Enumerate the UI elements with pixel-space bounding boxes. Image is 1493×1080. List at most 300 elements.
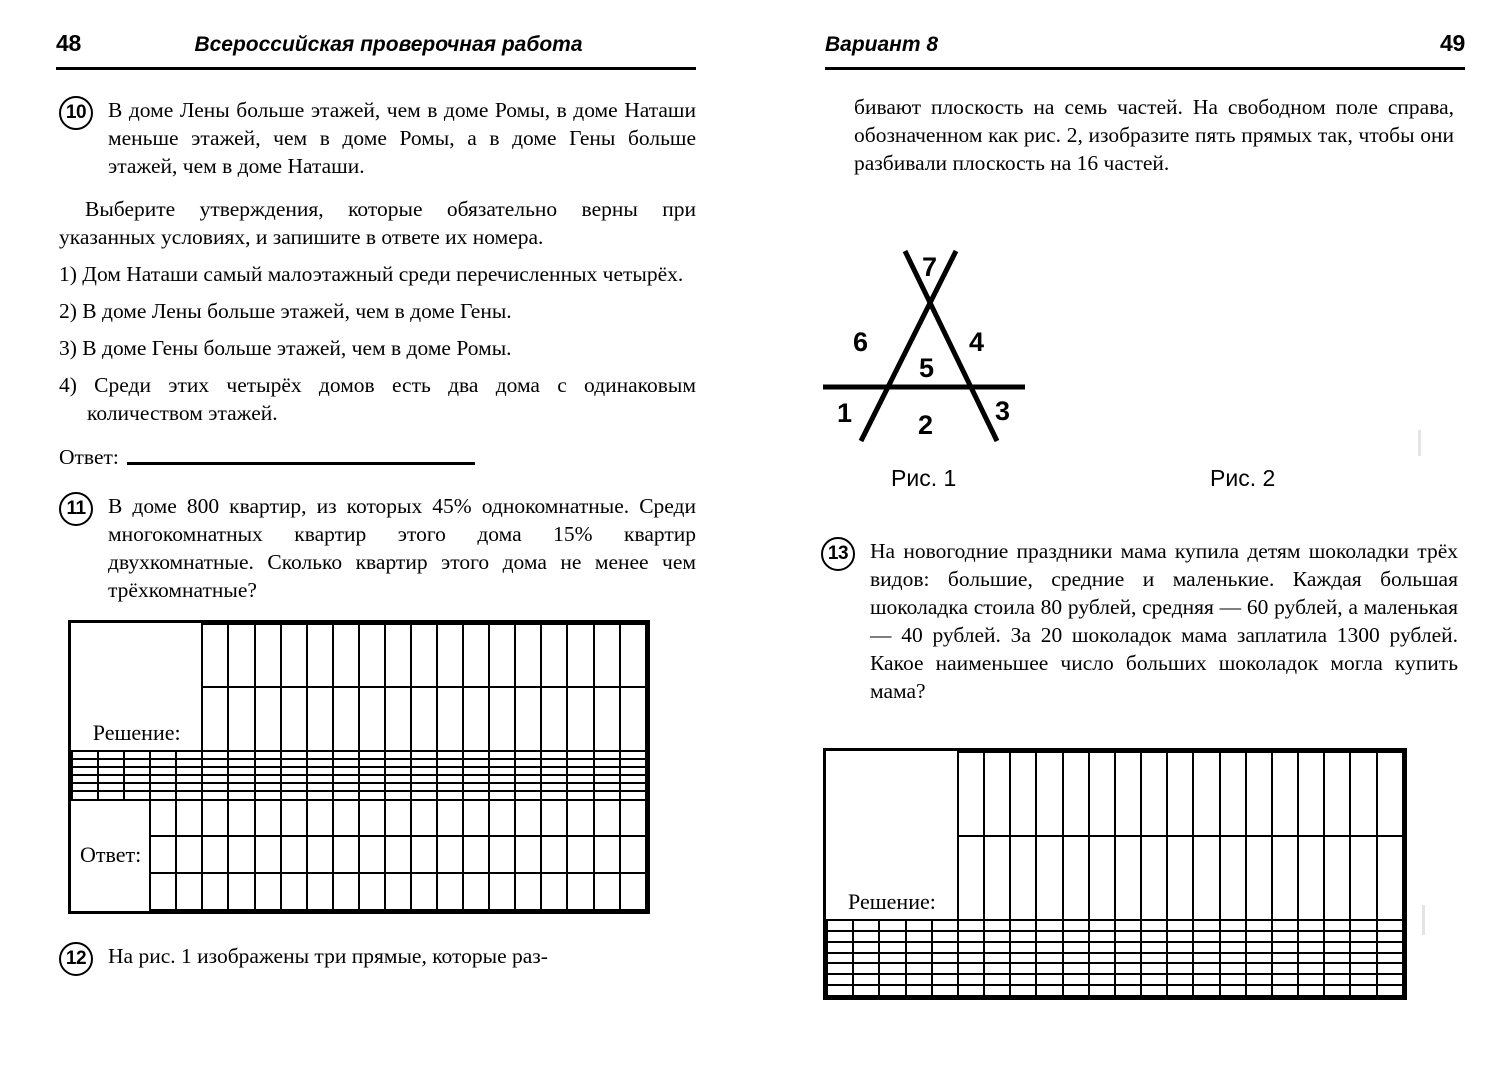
grid-cell[interactable] [620,759,646,767]
grid-cell[interactable] [1063,752,1089,836]
grid-cell[interactable] [1298,931,1324,942]
grid-cell[interactable] [1115,974,1141,985]
grid-cell[interactable] [333,783,359,791]
grid-cell[interactable] [307,767,333,775]
grid-cell[interactable] [463,783,489,791]
grid-cell[interactable] [1193,974,1219,985]
grid-cell[interactable] [1167,931,1193,942]
grid-cell[interactable] [594,791,620,799]
grid-cell[interactable] [567,751,593,759]
grid-cell[interactable] [385,791,411,799]
grid-cell[interactable] [359,767,385,775]
grid-cell[interactable] [255,624,281,687]
grid-cell[interactable] [228,791,254,799]
grid-cell[interactable] [307,800,333,837]
grid-cell[interactable] [176,783,202,791]
grid-cell[interactable] [437,624,463,687]
grid-cell[interactable] [124,767,150,775]
grid-cell[interactable] [1115,836,1141,920]
grid-cell[interactable] [255,759,281,767]
grid-cell[interactable] [150,775,176,783]
grid-cell[interactable] [1063,920,1089,931]
grid-cell[interactable] [594,687,620,750]
grid-cell[interactable] [1246,752,1272,836]
grid-cell[interactable] [827,985,853,996]
grid-cell[interactable] [1193,752,1219,836]
grid-cell[interactable] [176,759,202,767]
grid-cell[interactable] [1324,985,1350,996]
grid-cell[interactable] [437,687,463,750]
grid-cell[interactable] [255,800,281,837]
grid-cell[interactable] [202,624,228,687]
grid-cell[interactable] [1010,920,1036,931]
grid-cell[interactable] [1115,953,1141,964]
grid-cell[interactable] [411,791,437,799]
grid-cell[interactable] [437,767,463,775]
grid-cell[interactable] [958,953,984,964]
grid-cell[interactable] [1272,920,1298,931]
grid-cell[interactable] [1141,953,1167,964]
grid-cell[interactable] [1324,836,1350,920]
grid-cell[interactable] [1167,953,1193,964]
grid-cell[interactable] [228,767,254,775]
grid-cell[interactable] [853,942,879,953]
grid-cell[interactable] [359,836,385,873]
grid-cell[interactable] [1377,953,1403,964]
grid-cell[interactable] [202,759,228,767]
grid-cell[interactable] [879,931,905,942]
grid-cell[interactable] [1010,752,1036,836]
grid-cell[interactable] [281,873,307,910]
grid-cell[interactable] [567,783,593,791]
grid-cell[interactable] [411,767,437,775]
grid-cell[interactable] [1115,985,1141,996]
grid-cell[interactable] [620,687,646,750]
grid-cell[interactable] [228,800,254,837]
grid-cell[interactable] [984,953,1010,964]
grid-cell[interactable] [228,751,254,759]
grid-cell[interactable] [932,974,958,985]
grid-cell[interactable] [541,687,567,750]
grid-cell[interactable] [307,783,333,791]
grid-cell[interactable] [1193,942,1219,953]
grid-cell[interactable] [620,775,646,783]
task-10-answer-blank[interactable] [127,462,475,465]
grid-cell[interactable] [853,963,879,974]
grid-cell[interactable] [150,791,176,799]
grid-cell[interactable] [1298,836,1324,920]
grid-cell[interactable] [1220,920,1246,931]
grid-cell[interactable] [1220,974,1246,985]
grid-cell[interactable] [515,751,541,759]
task-11-grid-table[interactable] [71,623,647,911]
grid-cell[interactable] [1272,953,1298,964]
grid-cell[interactable] [1167,752,1193,836]
grid-cell[interactable] [1298,985,1324,996]
grid-cell[interactable] [463,759,489,767]
grid-cell[interactable] [307,791,333,799]
grid-cell[interactable] [1272,985,1298,996]
grid-cell[interactable] [1141,963,1167,974]
grid-cell[interactable] [1246,836,1272,920]
grid-cell[interactable] [385,836,411,873]
grid-cell[interactable] [827,974,853,985]
grid-cell[interactable] [1089,836,1115,920]
grid-cell[interactable] [307,687,333,750]
grid-cell[interactable] [385,767,411,775]
grid-cell[interactable] [567,791,593,799]
grid-cell[interactable] [1167,985,1193,996]
grid-cell[interactable] [463,624,489,687]
grid-cell[interactable] [463,687,489,750]
grid-cell[interactable] [1220,931,1246,942]
grid-cell[interactable] [411,836,437,873]
grid-cell[interactable] [853,931,879,942]
grid-cell[interactable] [437,783,463,791]
grid-cell[interactable] [150,836,176,873]
grid-cell[interactable] [359,759,385,767]
grid-cell[interactable] [906,963,932,974]
grid-cell[interactable] [620,800,646,837]
grid-cell[interactable] [1167,942,1193,953]
grid-cell[interactable] [463,791,489,799]
grid-cell[interactable] [255,783,281,791]
grid-cell[interactable] [853,985,879,996]
grid-cell[interactable] [827,931,853,942]
grid-cell[interactable] [1220,752,1246,836]
grid-cell[interactable] [202,800,228,837]
grid-cell[interactable] [515,759,541,767]
grid-cell[interactable] [1115,931,1141,942]
grid-cell[interactable] [1193,985,1219,996]
grid-cell[interactable] [1246,963,1272,974]
grid-cell[interactable] [1036,974,1062,985]
grid-cell[interactable] [281,687,307,750]
grid-cell[interactable] [359,800,385,837]
grid-cell[interactable] [853,974,879,985]
grid-cell[interactable] [150,783,176,791]
grid-cell[interactable] [489,775,515,783]
grid-cell[interactable] [1272,963,1298,974]
grid-cell[interactable] [1350,963,1376,974]
grid-cell[interactable] [98,759,124,767]
grid-cell[interactable] [1167,963,1193,974]
grid-cell[interactable] [385,873,411,910]
grid-cell[interactable] [827,920,853,931]
grid-cell[interactable] [150,767,176,775]
grid-cell[interactable] [1220,942,1246,953]
grid-cell[interactable] [1010,942,1036,953]
grid-cell[interactable] [1141,752,1167,836]
grid-cell[interactable] [307,624,333,687]
task-11-solution-grid[interactable] [68,620,650,914]
grid-cell[interactable] [1036,985,1062,996]
grid-cell[interactable] [827,963,853,974]
grid-cell[interactable] [879,974,905,985]
grid-cell[interactable] [333,687,359,750]
grid-cell[interactable] [98,751,124,759]
grid-cell[interactable] [176,767,202,775]
grid-cell[interactable] [202,836,228,873]
grid-cell[interactable] [515,687,541,750]
grid-cell[interactable] [463,873,489,910]
grid-cell[interactable] [1036,920,1062,931]
grid-cell[interactable] [879,953,905,964]
grid-cell[interactable] [1350,985,1376,996]
grid-cell[interactable] [228,836,254,873]
grid-cell[interactable] [541,767,567,775]
grid-cell[interactable] [958,920,984,931]
grid-cell[interactable] [515,624,541,687]
grid-cell[interactable] [1193,836,1219,920]
grid-cell[interactable] [176,836,202,873]
grid-cell[interactable] [202,767,228,775]
grid-cell[interactable] [1115,752,1141,836]
grid-cell[interactable] [437,873,463,910]
grid-cell[interactable] [385,775,411,783]
grid-cell[interactable] [98,767,124,775]
grid-cell[interactable] [1377,836,1403,920]
grid-cell[interactable] [1010,953,1036,964]
grid-cell[interactable] [281,836,307,873]
grid-cell[interactable] [228,873,254,910]
grid-cell[interactable] [1115,920,1141,931]
grid-cell[interactable] [359,775,385,783]
grid-cell[interactable] [1063,963,1089,974]
grid-cell[interactable] [1220,836,1246,920]
grid-cell[interactable] [1298,752,1324,836]
grid-cell[interactable] [620,783,646,791]
grid-cell[interactable] [958,974,984,985]
grid-cell[interactable] [541,751,567,759]
grid-cell[interactable] [124,759,150,767]
grid-cell[interactable] [932,942,958,953]
grid-cell[interactable] [333,624,359,687]
grid-cell[interactable] [932,953,958,964]
grid-cell[interactable] [281,783,307,791]
grid-cell[interactable] [385,800,411,837]
grid-cell[interactable] [515,800,541,837]
grid-cell[interactable] [1246,920,1272,931]
grid-cell[interactable] [124,751,150,759]
task-10-answer-line[interactable] [59,444,696,472]
grid-cell[interactable] [1246,974,1272,985]
grid-cell[interactable] [98,791,124,799]
grid-cell[interactable] [1167,974,1193,985]
grid-cell[interactable] [620,791,646,799]
grid-cell[interactable] [1377,985,1403,996]
grid-cell[interactable] [489,783,515,791]
grid-cell[interactable] [1141,920,1167,931]
grid-cell[interactable] [567,759,593,767]
grid-cell[interactable] [489,873,515,910]
grid-cell[interactable] [411,783,437,791]
grid-cell[interactable] [541,775,567,783]
grid-cell[interactable] [202,687,228,750]
grid-cell[interactable] [463,775,489,783]
grid-cell[interactable] [594,800,620,837]
grid-cell[interactable] [984,974,1010,985]
grid-cell[interactable] [1298,963,1324,974]
grid-cell[interactable] [1324,942,1350,953]
grid-cell[interactable] [307,836,333,873]
grid-cell[interactable] [1036,752,1062,836]
grid-cell[interactable] [385,624,411,687]
grid-cell[interactable] [1377,752,1403,836]
grid-cell[interactable] [827,942,853,953]
grid-cell[interactable] [567,775,593,783]
grid-cell[interactable] [1246,931,1272,942]
grid-cell[interactable] [541,791,567,799]
grid-cell[interactable] [150,873,176,910]
grid-cell[interactable] [1246,985,1272,996]
grid-cell[interactable] [228,775,254,783]
grid-cell[interactable] [1063,931,1089,942]
grid-cell[interactable] [1246,942,1272,953]
grid-cell[interactable] [906,985,932,996]
grid-cell[interactable] [385,783,411,791]
grid-cell[interactable] [385,687,411,750]
grid-cell[interactable] [437,751,463,759]
grid-cell[interactable] [124,775,150,783]
grid-cell[interactable] [228,687,254,750]
grid-cell[interactable] [906,920,932,931]
grid-cell[interactable] [1350,836,1376,920]
grid-cell[interactable] [1298,974,1324,985]
grid-cell[interactable] [958,942,984,953]
grid-cell[interactable] [1350,953,1376,964]
grid-cell[interactable] [594,751,620,759]
grid-cell[interactable] [1377,931,1403,942]
grid-cell[interactable] [72,775,98,783]
grid-cell[interactable] [1377,974,1403,985]
grid-cell[interactable] [307,751,333,759]
grid-cell[interactable] [411,800,437,837]
grid-cell[interactable] [984,942,1010,953]
grid-cell[interactable] [594,836,620,873]
grid-cell[interactable] [1089,953,1115,964]
grid-cell[interactable] [176,791,202,799]
grid-cell[interactable] [1298,953,1324,964]
grid-cell[interactable] [515,767,541,775]
grid-cell[interactable] [1115,963,1141,974]
grid-cell[interactable] [620,836,646,873]
grid-cell[interactable] [594,873,620,910]
grid-cell[interactable] [515,873,541,910]
grid-cell[interactable] [1141,985,1167,996]
grid-cell[interactable] [567,624,593,687]
grid-cell[interactable] [594,624,620,687]
grid-cell[interactable] [411,687,437,750]
grid-cell[interactable] [489,836,515,873]
grid-cell[interactable] [98,775,124,783]
grid-cell[interactable] [1036,836,1062,920]
grid-cell[interactable] [124,783,150,791]
grid-cell[interactable] [1272,836,1298,920]
grid-cell[interactable] [1324,920,1350,931]
grid-cell[interactable] [463,751,489,759]
grid-cell[interactable] [1010,931,1036,942]
grid-cell[interactable] [1089,752,1115,836]
grid-cell[interactable] [958,931,984,942]
grid-cell[interactable] [228,759,254,767]
grid-cell[interactable] [515,783,541,791]
grid-cell[interactable] [1036,931,1062,942]
grid-cell[interactable] [515,836,541,873]
grid-cell[interactable] [228,624,254,687]
grid-cell[interactable] [281,800,307,837]
grid-cell[interactable] [463,800,489,837]
grid-cell[interactable] [541,836,567,873]
grid-cell[interactable] [1167,920,1193,931]
grid-cell[interactable] [150,759,176,767]
grid-cell[interactable] [827,953,853,964]
grid-cell[interactable] [124,791,150,799]
grid-cell[interactable] [1350,752,1376,836]
grid-cell[interactable] [541,800,567,837]
grid-cell[interactable] [1350,931,1376,942]
grid-cell[interactable] [281,624,307,687]
grid-cell[interactable] [1220,953,1246,964]
grid-cell[interactable] [1010,836,1036,920]
grid-cell[interactable] [906,974,932,985]
grid-cell[interactable] [176,775,202,783]
grid-cell[interactable] [333,775,359,783]
grid-cell[interactable] [150,751,176,759]
grid-cell[interactable] [281,759,307,767]
grid-cell[interactable] [281,767,307,775]
grid-cell[interactable] [1141,836,1167,920]
grid-cell[interactable] [541,873,567,910]
grid-cell[interactable] [281,751,307,759]
grid-cell[interactable] [281,791,307,799]
grid-cell[interactable] [1193,920,1219,931]
grid-cell[interactable] [541,624,567,687]
grid-cell[interactable] [463,767,489,775]
grid-cell[interactable] [620,624,646,687]
grid-cell[interactable] [1063,974,1089,985]
grid-cell[interactable] [1377,920,1403,931]
grid-cell[interactable] [150,800,176,837]
grid-cell[interactable] [411,873,437,910]
grid-cell[interactable] [281,775,307,783]
grid-cell[interactable] [333,800,359,837]
grid-cell[interactable] [437,791,463,799]
grid-cell[interactable] [594,759,620,767]
grid-cell[interactable] [176,751,202,759]
grid-cell[interactable] [958,985,984,996]
grid-cell[interactable] [437,836,463,873]
grid-cell[interactable] [72,791,98,799]
grid-cell[interactable] [176,873,202,910]
grid-cell[interactable] [255,767,281,775]
grid-cell[interactable] [385,751,411,759]
grid-cell[interactable] [385,759,411,767]
grid-cell[interactable] [567,687,593,750]
grid-cell[interactable] [567,873,593,910]
grid-cell[interactable] [333,759,359,767]
grid-cell[interactable] [1220,985,1246,996]
grid-cell[interactable] [1089,942,1115,953]
grid-cell[interactable] [1220,963,1246,974]
grid-cell[interactable] [359,783,385,791]
grid-cell[interactable] [1350,942,1376,953]
grid-cell[interactable] [411,751,437,759]
grid-cell[interactable] [1063,942,1089,953]
grid-cell[interactable] [853,920,879,931]
grid-cell[interactable] [879,985,905,996]
grid-cell[interactable] [437,775,463,783]
